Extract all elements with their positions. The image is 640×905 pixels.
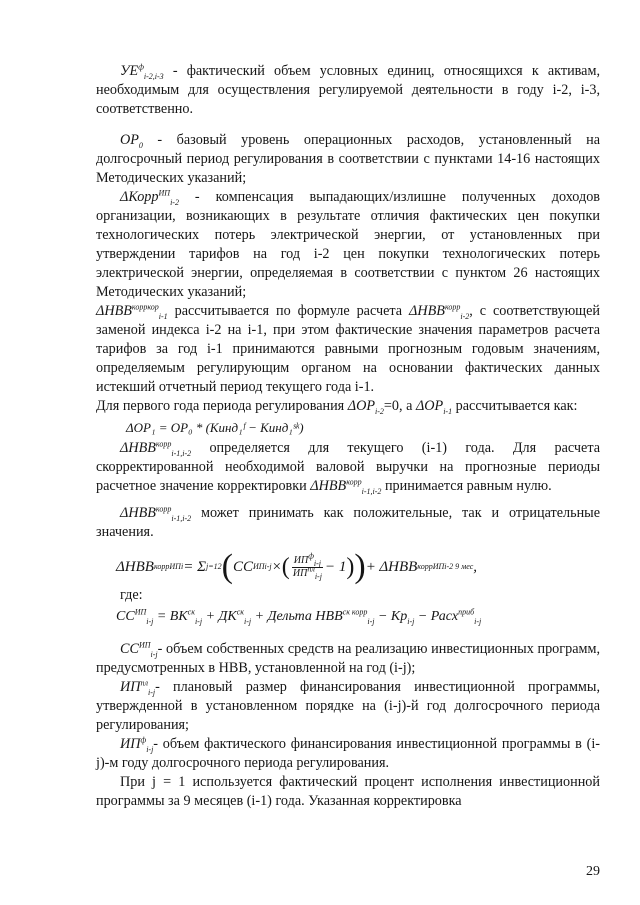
- paragraph-sign: $\Delta НВВ^{корр}_{i-1,i-2}$ может принимать как положительные, так и отрицательные значения.: [96, 504, 600, 540]
- symbol-nvv-i1i2-b: $\Delta НВВ^{корр}_{i-1,i-2}$: [310, 477, 382, 496]
- where-label: где:: [120, 587, 143, 603]
- formula-cc: $СС^{ИП}_{i-j} = ВК^{ск}_{i-j} + ДК^{ск}_{i-j}$ + Дельта $НВВ^{ск корр}_{i-j} - Кр_{i-j}$ − Расх$^{приб}_{i-j}$: [116, 607, 482, 626]
- paragraph-last: При j = 1 используется фактический процент исполнения инвестиционной программы за 9 месяцев (i-1) года. Указанная корректировка: [96, 774, 600, 809]
- definition-cc: $СС^{ИП}_{i-j}-$ объем собственных средств на реализацию инвестиционных программ, предусмотренных в НВВ, установленной на год (i-j);: [96, 640, 600, 676]
- fraction-ip: $\frac{ИП^ф_{i-j}}{ИП^{пл}_{i-j}}$: [292, 551, 322, 581]
- paragraph-nvv-current: $\Delta НВВ^{корр}_{i-1,i-2}$ определяется для текущего (i-1) года. Для расчета скорректированной необходимой валовой выручки на прогнозные периоды расчетное значение корректировки $\Delta НВВ^{корр}_{i-1,i-2}$ принимается равным нулю.: [96, 439, 600, 496]
- paragraph-ue: $УЕ^ф_{i-2,i-3}$ - фактический объем условных единиц, относящихся к активам, необходимым для осуществления регулируемой деятельности в году i-2, i-3, соответственно.: [96, 62, 600, 117]
- document-page: [96, 62, 600, 862]
- symbol-dop-i2: $\Delta ОР_{i-2}$: [347, 398, 384, 416]
- page-number: 29: [586, 864, 600, 879]
- symbol-ip-f: $ИП^ф_{i-j}$: [120, 735, 154, 754]
- symbol-nvv-korr: $\Delta НВВ^{корр}_{i-2}$: [409, 302, 470, 321]
- symbol-nvv-korrkor: $\Delta НВВ^{корркор}_{i-1}$: [96, 302, 168, 321]
- symbol-op0: $ОР_0$: [120, 132, 143, 150]
- symbol-ue: $УЕ^ф_{i-2,i-3}$: [120, 62, 164, 81]
- formula-dop1: ΔОР₁ = ОР₀ * (Кинд₁ᶠ − Кинд₁ˢᵏ): [126, 420, 304, 435]
- symbol-ip-pl: $ИП^{пл}_{i-j}$: [120, 678, 156, 697]
- paragraph-op0: $ОР_0$ - базовый уровень операционных расходов, установленный на долгосрочный период регулирования в соответствии с пунктами 14-16 настоящих Методических указаний;: [96, 132, 600, 186]
- symbol-korr: ΔКорр$^{ИП}_{i-2}$: [120, 188, 179, 207]
- paragraph-first-year: Для первого года периода регулирования $\Delta ОР_{i-2}=0$, а $\Delta ОР_{i-1}$ рассчитывается как:: [96, 398, 578, 416]
- paragraph-korr: ΔКорр$^{ИП}_{i-2}$ - компенсация выпадающих/излишне полученных доходов организации, возникающих в результате отличия фактических цен покупки технологических потерь электрической энергии, от установленных при утверждении тарифов на год i-2 цен покупки технологических потерь электрической энергии, определяемая в соответствии с пунктом 26 настоящих Методических указаний;: [96, 188, 600, 300]
- formula-nvv-korr-ip: ΔНВВ коррИП i = Σ j=1 2 ( СС ИП i-j × ( $\frac{ИП^ф_{i-j}}{ИП^{пл}_{i-j}}$ − 1 ) ) + ΔНВВ коррИП i-2 9 мес ,: [116, 548, 478, 585]
- symbol-nvv-i1i2: $\Delta НВВ^{корр}_{i-1,i-2}$: [120, 439, 192, 458]
- symbol-dop-i1: $\Delta ОР_{i-1}$: [415, 398, 453, 416]
- symbol-nvv-sign: $\Delta НВВ^{корр}_{i-1,i-2}$: [120, 504, 192, 523]
- definition-ip-pl: $ИП^{пл}_{i-j}-$ плановый размер финансирования инвестиционной программы, утвержденной в установленном порядке на (i-j)-й год долгосрочного периода регулирования;: [96, 678, 600, 733]
- symbol-cc: $СС^{ИП}_{i-j}$: [120, 640, 158, 659]
- definition-ip-f: $ИП^ф_{i-j}-$ объем фактического финансирования инвестиционной программы в (i-j)-м году долгосрочного периода регулирования.: [96, 735, 600, 771]
- paragraph-nvv-korr: $\Delta НВВ^{корркор}_{i-1}$ рассчитывается по формуле расчета $\Delta НВВ^{корр}_{i-2}$, с соответствующей заменой индекса i-2 на i-1, при этом фактические значения параметров расчета тарифов за год i-1 принимаются равными прогнозным годовым значениям, определяемым регулирующим органом на основании фактических данных истекший отчетный период текущего года i-1.: [96, 302, 600, 395]
